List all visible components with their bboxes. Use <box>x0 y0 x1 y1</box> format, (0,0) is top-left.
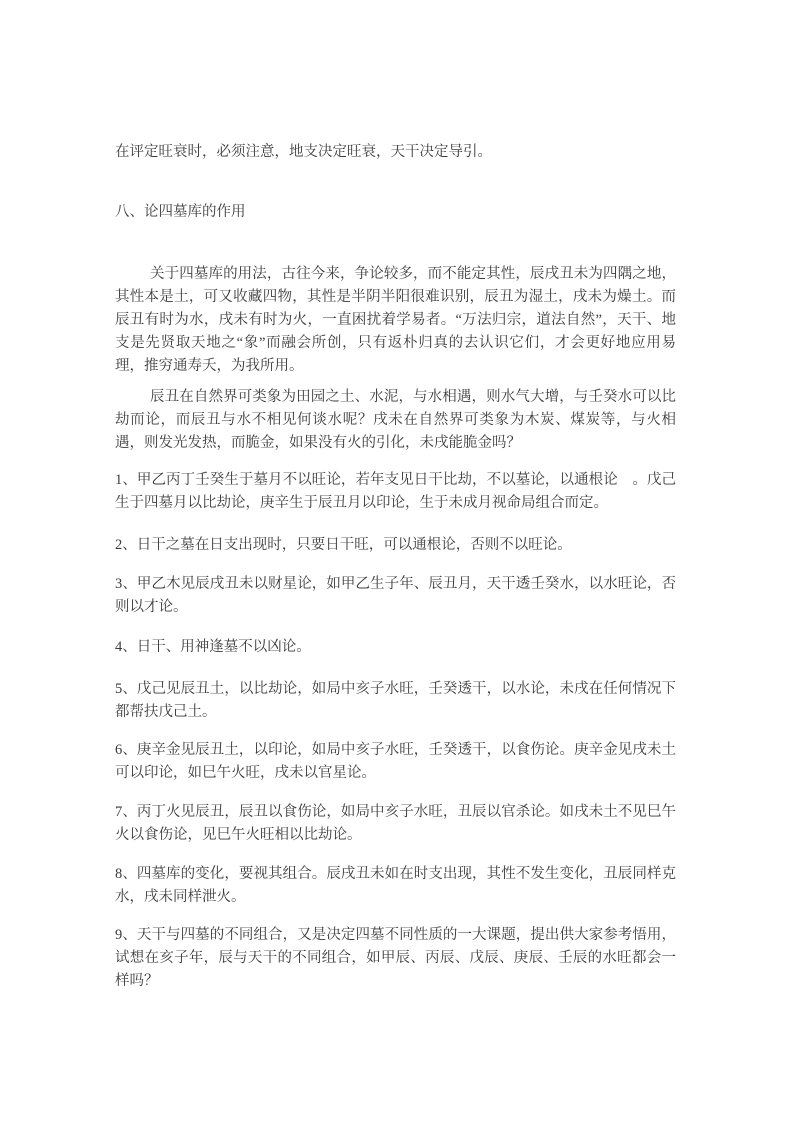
list-item: 3、甲乙木见辰戌丑未以财星论，如甲乙生子年、辰丑月，天干透壬癸水，以水旺论，否则以才论。 <box>115 576 676 615</box>
section-heading: 八、论四墓库的作用 <box>115 204 246 220</box>
list-item: 5、戊己见辰丑土，以比劫论，如局中亥子水旺，壬癸透干，以水论，未戌在任何情况下都帮扶戊己土。 <box>115 681 676 720</box>
document-content <box>115 0 676 993</box>
list-item: 8、四墓库的变化，要视其组合。辰戌丑未如在时支出现，其性不发生变化，丑辰同样克水，戌未同样泄火。 <box>115 866 676 905</box>
intro-paragraph: 在评定旺衰时，必须注意，地支决定旺衰，天干决定导引。 <box>115 144 492 160</box>
list-item: 6、庚辛金见辰丑土，以印论，如局中亥子水旺，壬癸透干，以食伤论。庚辛金见戌未土可以印论，如巳午火旺，戌未以官星论。 <box>115 742 676 781</box>
body-paragraph: 辰丑在自然界可类象为田园之土、水泥，与水相遇，则水气大增，与壬癸水可以比劫而论，而辰丑与水不相见何谈水呢？戌未在自然界可类象为木炭、煤炭等，与火相遇，则发光发热，而脆金，如果没有火的引化，未戌能脆金吗？ <box>115 389 676 451</box>
body-paragraph: 关于四墓库的用法，古往今来，争论较多，而不能定其性，辰戌丑未为四隅之地，其性本是土，可又收藏四物，其性是半阴半阳很难识别，辰丑为湿土，戌未为燥土。而辰丑有时为水，戌未有时为火，一直困扰着学易者。“万法归宗，道法自然”，天干、地支是先贤取天地之“象”而融会所创，只有返朴归真的去认识它们，才会更好地应用易理，推穷通寿夭，为我所用。 <box>115 266 676 374</box>
list-item: 7、丙丁火见辰丑，辰丑以食伤论，如局中亥子水旺，丑辰以官杀论。如戌未土不见巳午火以食伤论，见巳午火旺相以比劫论。 <box>115 804 676 843</box>
list-item: 2、日干之墓在日支出现时，只要日干旺，可以通根论，否则不以旺论。 <box>115 537 572 553</box>
list-item: 1、甲乙丙丁壬癸生于墓月不以旺论，若年支见日干比劫，不以墓论，以通根论 。戊己生于四墓月以比劫论，庚辛生于辰丑月以印论，生于未成月视命局组合而定。 <box>115 472 676 511</box>
list-item: 4、日干、用神逢墓不以凶论。 <box>115 639 311 655</box>
list-item: 9、天干与四墓的不同组合，又是决定四墓不同性质的一大课题，提出供大家参考悟用，试想在亥子年，辰与天干的不同组合，如甲辰、丙辰、戊辰、庚辰、壬辰的水旺都会一样吗？ <box>115 927 676 989</box>
